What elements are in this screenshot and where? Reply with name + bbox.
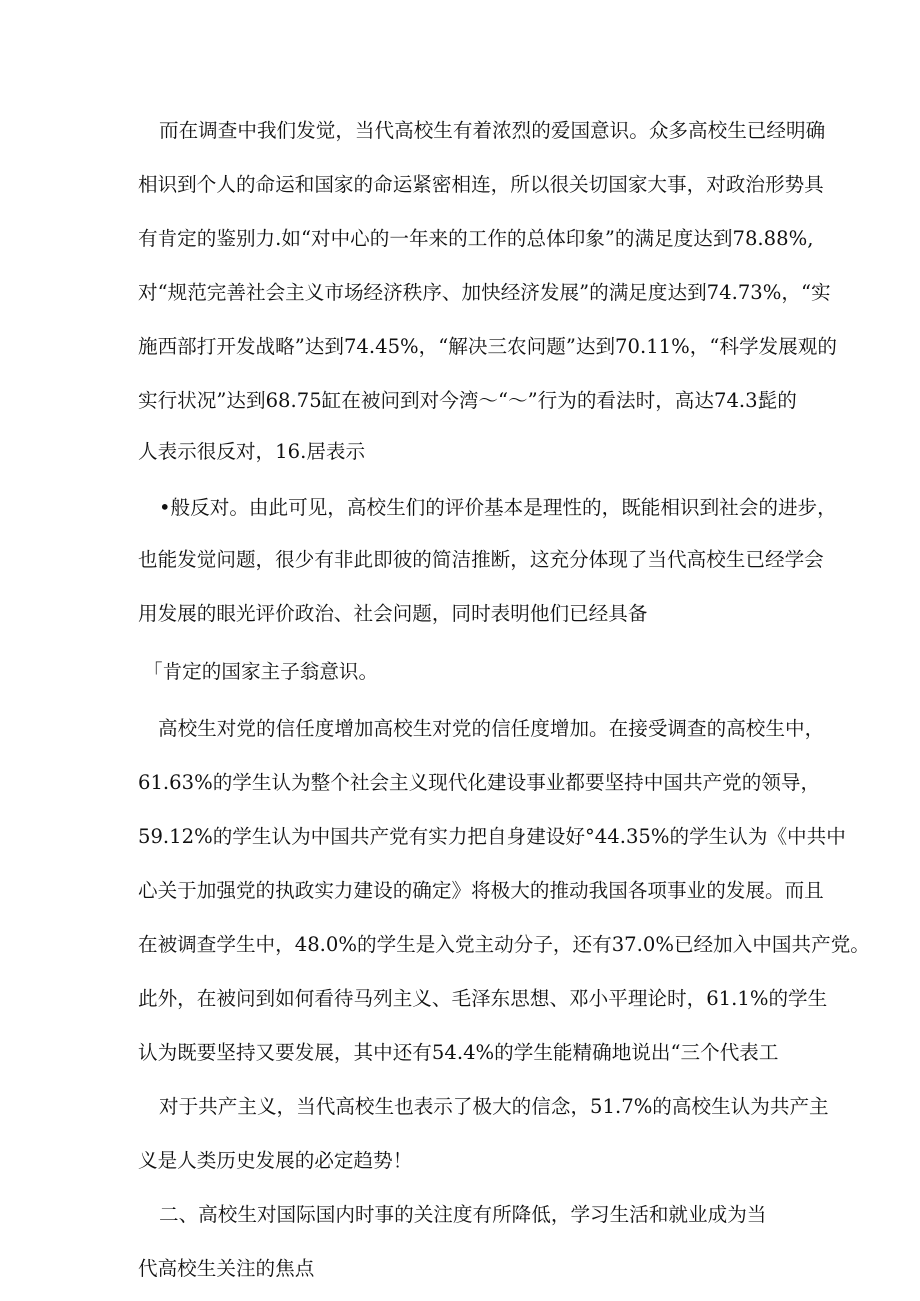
paragraph-3-line-1: 「肯定的国家主子翁意识。 [143,660,379,683]
paragraph-4-line-5: 在被调查学生中，48.0%的学生是入党主动分子，还有37.0%已经加入中国共产党。 [138,933,870,956]
paragraph-1-line-2: 相识到个人的命运和国家的命运紧密相连，所以很关切国家大事，对政治形势具 [138,173,824,196]
paragraph-5-line-1: 对于共产主义，当代高校生也表示了极大的信念，51.7%的高校生认为共产主 [159,1095,829,1118]
paragraph-5-line-2: 义是人类历史发展的必定趋势！ [138,1149,413,1172]
paragraph-1-line-5: 施西部打开发战略”达到74.45%，“解决三农问题”达到70.11%，“科学发展观的 [138,335,837,358]
paragraph-4-line-6: 此外，在被问到如何看待马列主义、毛泽东思想、邓小平理论时，61.1%的学生 [138,987,828,1010]
paragraph-2-line-1: •般反对。由此可见，高校生们的评价基本是理性的，既能相识到社会的进步， [159,496,837,519]
paragraph-4-line-3: 59.12%的学生认为中国共产党有实力把自身建设好°44.35%的学生认为《中共中 [138,825,846,848]
paragraph-1-line-6: 实行状况”达到68.75缸在被问到对今湾～“～”行为的看法时，高达74.3髭的 [138,389,797,412]
paragraph-4-line-4: 心关于加强党的执政实力建设的确定》将极大的推动我国各项事业的发展。而且 [138,879,824,902]
paragraph-1-line-7: 人表示很反对，16.居表示 [138,440,366,463]
section-heading-line-1: 二、高校生对国际国内时事的关注度有所降低，学习生活和就业成为当 [159,1203,767,1226]
paragraph-1-line-4: 对“规范完善社会主义市场经济秩序、加快经济发展”的满足度达到74.73%，“实 [138,281,831,304]
paragraph-1-line-3: 有肯定的鉴别力.如“对中心的一年来的工作的总体印象”的满足度达到78.88%, [138,227,814,250]
paragraph-2-line-2: 也能发觉问题，很少有非此即彼的简洁推断，这充分体现了当代高校生已经学会 [138,548,824,571]
paragraph-1-line-1: 而在调查中我们发觉，当代高校生有着浓烈的爱国意识。众多高校生已经明确 [159,119,826,142]
paragraph-4-line-7: 认为既要坚持又要发展，其中还有54.4%的学生能精确地说出“三个代表工 [138,1041,779,1064]
paragraph-2-line-3: 用发展的眼光评价政治、社会问题，同时表明他们已经具备 [138,602,648,625]
paragraph-4-line-1: 高校生对党的信任度增加高校生对党的信任度增加。在接受调查的高校生中， [158,717,825,740]
paragraph-4-line-2: 61.63%的学生认为整个社会主义现代化建设事业都要坚持中国共产党的领导， [138,771,821,794]
section-heading-line-2: 代高校生关注的焦点 [138,1257,315,1280]
